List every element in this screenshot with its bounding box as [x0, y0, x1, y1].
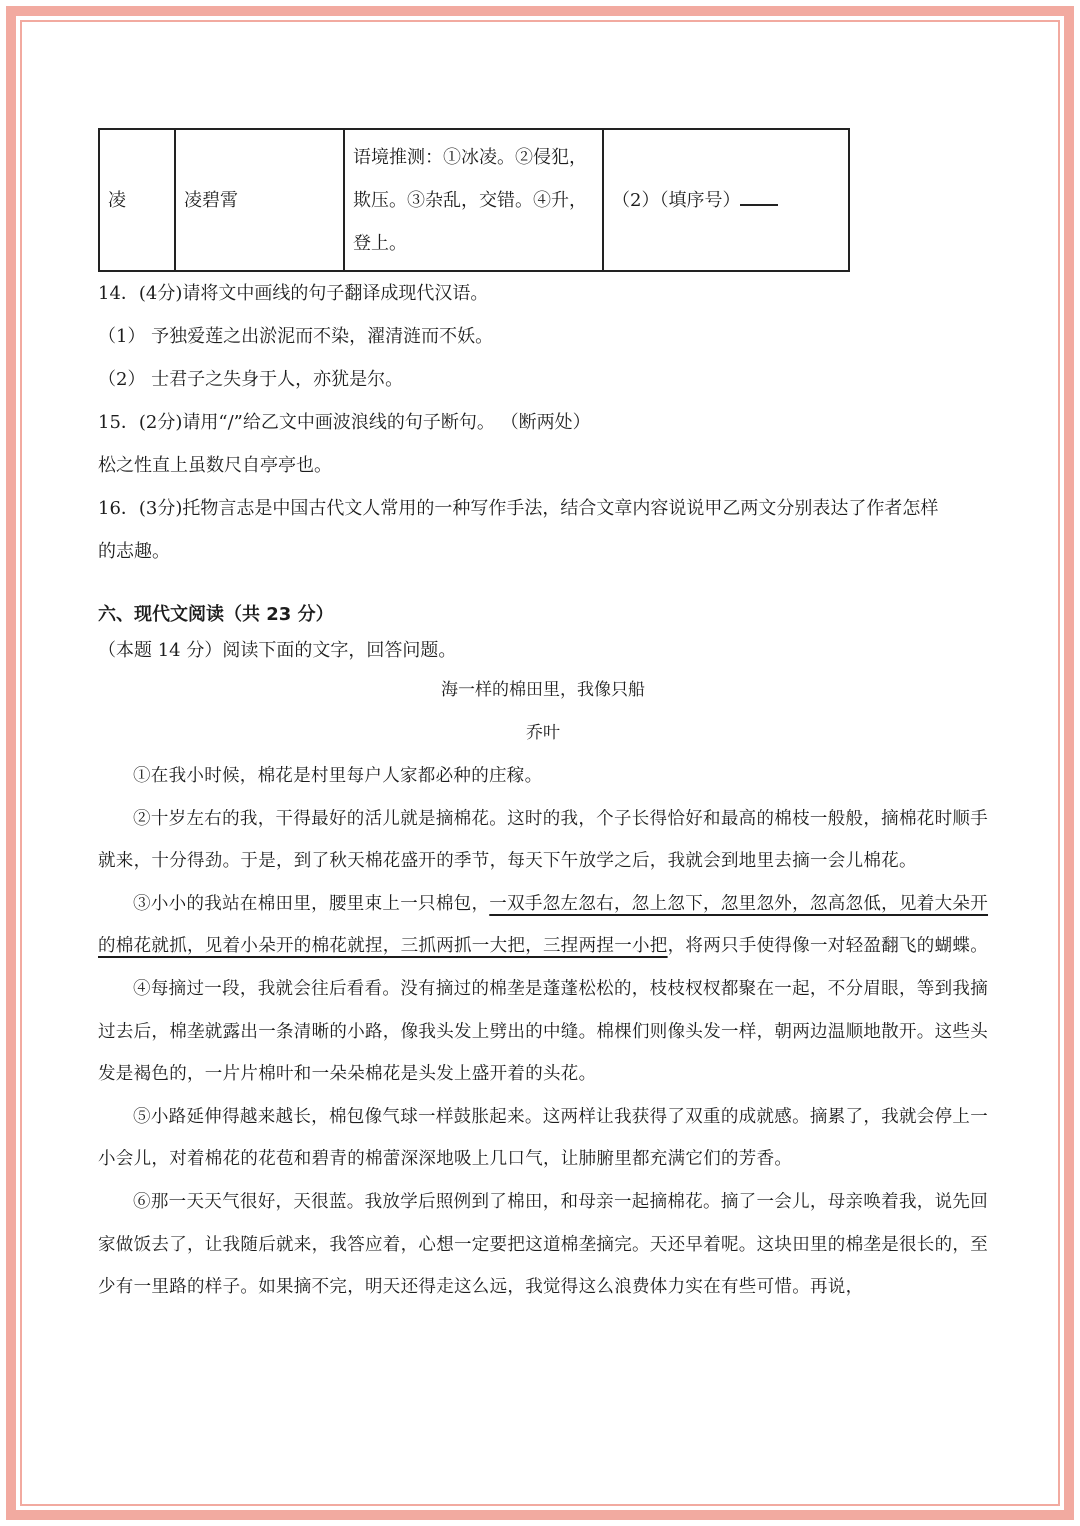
question-16-line2: 的志趣。 — [98, 541, 170, 562]
paragraph-3-start: ③小小的我站在棉田里，腰里束上一只棉包， — [133, 893, 490, 914]
table-cell-meanings — [344, 129, 603, 271]
question-15: 15．(2分)请用“/”给乙文中画波浪线的句子断句。 （断两处） — [98, 412, 591, 433]
question-14-1: （1） 予独爱莲之出淤泥而不染，濯清涟而不妖。 — [98, 326, 494, 347]
paragraph-6: ⑥那一天天气很好，天很蓝。我放学后照例到了棉田，和母亲一起摘棉花。摘了一会儿，母亲唤着我，说先回家做饭去了，让我随后就来，我答应着，心想一定要把这道棉垄摘完。天还早着呢。这块田里的棉垄是很长的，至少有一里路的样子。如果摘不完，明天还得走这么远，我觉得这么浪费体力实在有些可惜。再说， — [98, 1191, 988, 1298]
section-title: 六、现代文阅读（共 23 分） — [98, 604, 334, 625]
table-cell-char: 凌 — [99, 129, 175, 271]
document-content — [98, 128, 988, 1309]
table-cell-answer — [603, 129, 849, 271]
question-15-text: 松之性直上虽数尺自亭亭也。 — [98, 455, 332, 476]
meaning-line: 语境推测：①冰凌。②侵犯， — [353, 146, 587, 168]
paragraph-2: ②十岁左右的我，干得最好的活儿就是摘棉花。这时的我，个子长得恰好和最高的棉枝一般般，摘棉花时顺手就来，十分得劲。于是，到了秋天棉花盛开的季节，每天下午放学之后，我就会到地里去摘一会儿棉花。 — [98, 808, 988, 872]
underlined-sentence: 一双手忽左忽右，忽上忽下，忽里忽外，忽高忽低，见着大朵开的棉花就抓，见着小朵开的棉花就捏，三抓两抓一大把，三捏两捏一小把 — [98, 893, 989, 957]
table-cell-word: 凌碧霄 — [175, 129, 344, 271]
paragraph-5: ⑤小路延伸得越来越长，棉包像气球一样鼓胀起来。这两样让我获得了双重的成就感。摘累了，我就会停上一小会儿，对着棉花的花苞和碧青的棉蕾深深地吸上几口气，让肺腑里都充满它们的芳香。 — [98, 1106, 988, 1170]
question-14: 14．(4分)请将文中画线的句子翻译成现代汉语。 — [98, 283, 489, 304]
table-row — [99, 129, 849, 271]
article-author: 乔叶 — [526, 723, 560, 743]
article-title: 海一样的棉田里，我像只船 — [441, 680, 645, 700]
vocab-table — [98, 128, 850, 272]
paragraph-3 — [98, 883, 988, 968]
answer-blank — [740, 184, 778, 206]
section-intro: （本题 14 分）阅读下面的文字，回答问题。 — [98, 640, 457, 661]
meaning-line: 欺压。③杂乱，交错。④升， — [353, 189, 587, 211]
question-16-line1: 16．(3分)托物言志是中国古代文人常用的一种写作手法，结合文章内容说说甲乙两文分别表达了作者怎样 — [98, 498, 939, 519]
paragraph-3-end: ，将两只手使得像一对轻盈翻飞的蝴蝶。 — [667, 936, 989, 957]
meaning-line: 登上。 — [353, 232, 407, 254]
paragraph-1: ①在我小时候，棉花是村里每户人家都必种的庄稼。 — [133, 766, 543, 786]
answer-prompt: （2）（填序号） — [612, 189, 741, 211]
paragraph-4: ④每摘过一段，我就会往后看看。没有摘过的棉垄是蓬蓬松松的，枝枝杈杈都聚在一起，不分眉眼，等到我摘过去后，棉垄就露出一条清晰的小路，像我头发上劈出的中缝。棉棵们则像头发一样，朝两边温顺地散开。这些头发是褐色的，一片片棉叶和一朵朵棉花是头发上盛开着的头花。 — [98, 978, 988, 1085]
question-14-2: （2） 士君子之失身于人，亦犹是尔。 — [98, 369, 404, 390]
